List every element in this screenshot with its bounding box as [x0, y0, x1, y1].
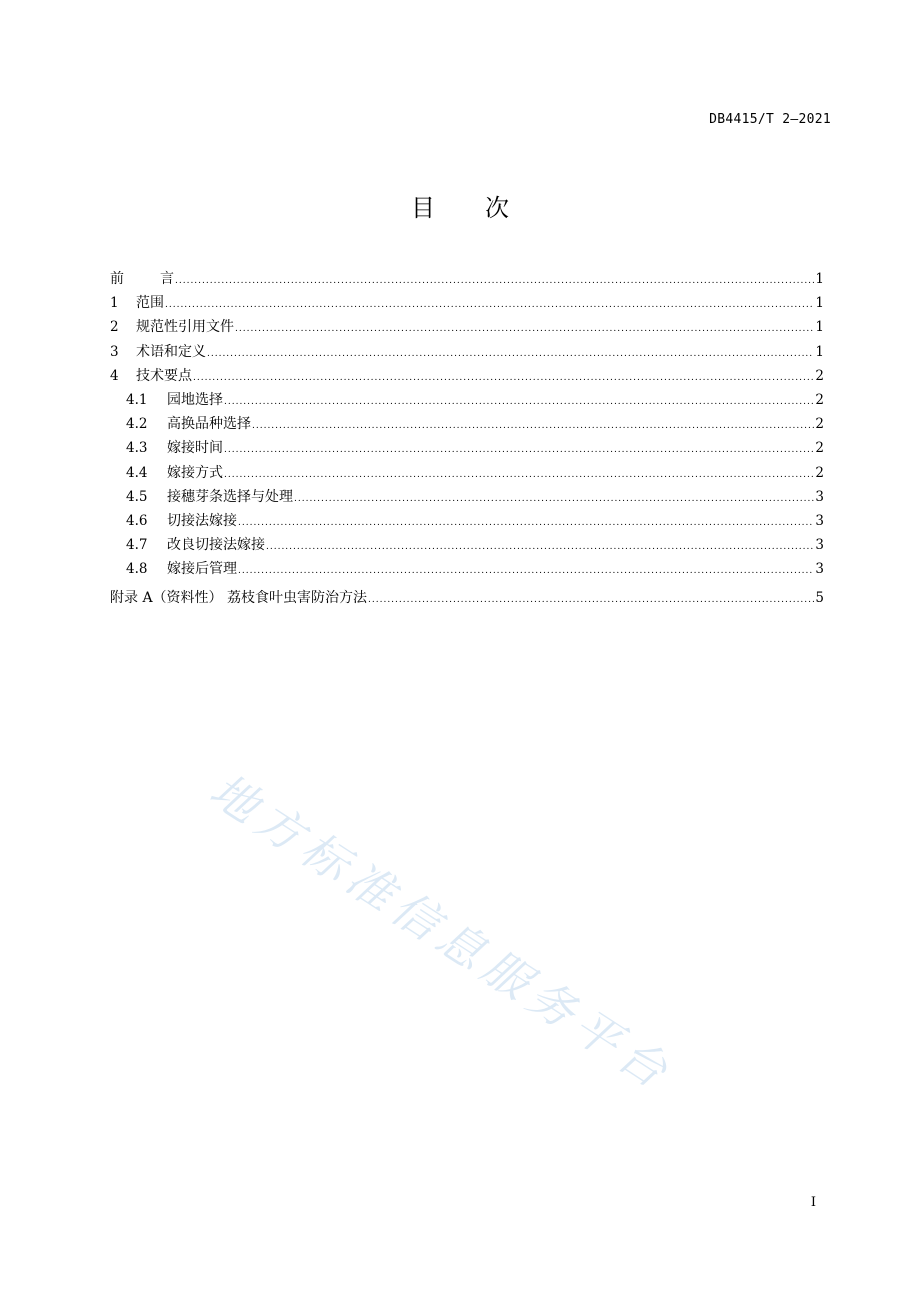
table-of-contents — [110, 267, 824, 611]
toc-entry-number: 4 — [110, 367, 119, 384]
toc-entry-number: 4.7 — [126, 537, 148, 554]
toc-entry-page: 2 — [815, 440, 824, 457]
toc-entry[interactable] — [110, 557, 824, 581]
toc-entry-page: 3 — [815, 512, 824, 529]
toc-entry[interactable] — [110, 315, 824, 339]
toc-entry-label: 规范性引用文件 — [136, 319, 234, 336]
toc-entry-page: 3 — [815, 561, 824, 578]
toc-entry-page: 2 — [815, 464, 824, 481]
toc-entry-page: 5 — [815, 590, 824, 607]
toc-entry[interactable] — [110, 412, 824, 436]
toc-dot-leader — [175, 269, 814, 293]
toc-entry-label: 接穗芽条选择与处理 — [167, 488, 293, 505]
toc-entry-page: 2 — [815, 367, 824, 384]
toc-entry-number: 1 — [110, 295, 119, 312]
toc-entry[interactable] — [110, 388, 824, 412]
toc-dot-leader — [224, 463, 814, 487]
toc-dot-leader — [165, 293, 814, 317]
toc-entry-number: 4.2 — [126, 416, 148, 433]
toc-dot-leader — [235, 317, 814, 341]
toc-entry-page: 3 — [815, 488, 824, 505]
toc-entry-page: 2 — [815, 416, 824, 433]
toc-entry[interactable] — [110, 436, 824, 460]
toc-entry-label: 范围 — [136, 295, 164, 312]
toc-entry[interactable] — [110, 586, 824, 610]
toc-dot-leader — [266, 535, 814, 559]
toc-entry-label: 前 言 — [110, 271, 174, 287]
toc-entry-page: 2 — [815, 391, 824, 408]
document-code: DB4415/T 2—2021 — [709, 112, 831, 127]
toc-dot-leader — [238, 559, 814, 583]
toc-entry-page: 3 — [815, 537, 824, 554]
toc-dot-leader — [294, 487, 814, 511]
toc-dot-leader — [224, 390, 814, 414]
toc-entry[interactable] — [110, 340, 824, 364]
toc-entry-label: 嫁接方式 — [167, 464, 223, 481]
toc-entry-number: 4.6 — [126, 512, 148, 529]
toc-dot-leader — [252, 414, 814, 438]
toc-entry-page: 1 — [815, 343, 824, 360]
toc-entry-page: 1 — [815, 319, 824, 336]
toc-title: 目次 — [411, 194, 559, 222]
toc-dot-leader — [238, 511, 814, 535]
toc-entry-number: 3 — [110, 343, 119, 360]
toc-entry[interactable] — [110, 267, 824, 291]
watermark: 地方标准信息服务平台 — [200, 762, 683, 1102]
toc-entry-label: 改良切接法嫁接 — [167, 537, 265, 554]
toc-entry-label: 嫁接后管理 — [167, 561, 237, 578]
toc-entry-page: 1 — [815, 295, 824, 312]
toc-entry[interactable] — [110, 291, 824, 315]
toc-entry-page: 1 — [815, 271, 824, 287]
toc-entry-label: 切接法嫁接 — [167, 512, 237, 529]
toc-entry-label: 嫁接时间 — [167, 440, 223, 457]
toc-dot-leader — [368, 588, 814, 612]
toc-dot-leader — [193, 366, 814, 390]
toc-entry[interactable] — [110, 364, 824, 388]
toc-entry[interactable] — [110, 485, 824, 509]
toc-entry-label: 技术要点 — [136, 367, 192, 384]
toc-entry-number: 4.1 — [126, 391, 148, 408]
toc-entry[interactable] — [110, 461, 824, 485]
toc-dot-leader — [224, 438, 814, 462]
toc-entry-number: 4.3 — [126, 440, 148, 457]
toc-entry-number: 4.5 — [126, 488, 148, 505]
toc-entry-number: 4.4 — [126, 464, 148, 481]
toc-entry[interactable] — [110, 509, 824, 533]
toc-entry-label: 高换品种选择 — [167, 416, 251, 433]
toc-dot-leader — [207, 342, 814, 366]
toc-entry-number: 4.8 — [126, 561, 148, 578]
toc-entry-label: 园地选择 — [167, 391, 223, 408]
toc-entry-label: 附录 A（资料性） 荔枝食叶虫害防治方法 — [110, 590, 368, 607]
toc-entry-label: 术语和定义 — [136, 343, 206, 360]
toc-entry[interactable] — [110, 533, 824, 557]
page-number: I — [810, 1195, 816, 1210]
toc-entry-number: 2 — [110, 319, 119, 336]
